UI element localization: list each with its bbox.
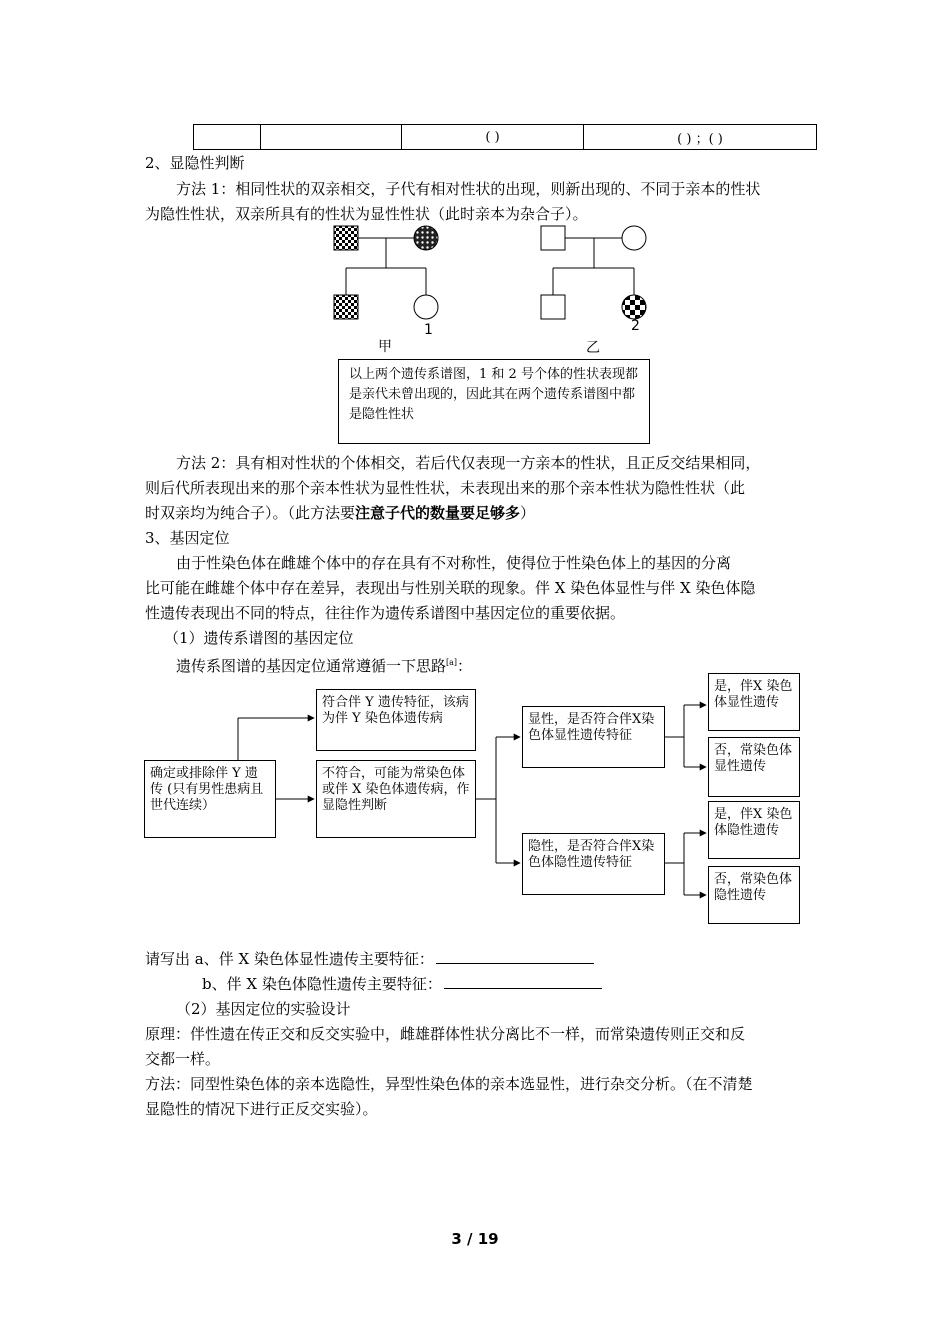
- flow-dominant-box: 显性，是否符合伴X染色体显性遗传特征: [522, 706, 665, 768]
- section-heading: 3、基因定位: [145, 529, 230, 547]
- paragraph-line: 性遗传表现出不同的特点，往往作为遗传系谱图中基因定位的重要依据。: [145, 604, 626, 622]
- normal-female-symbol: [622, 226, 646, 250]
- normal-male-symbol: [541, 226, 565, 250]
- question-a: [145, 949, 594, 969]
- paragraph-line: 交都一样。: [145, 1050, 221, 1068]
- table-cell: ( ): [402, 125, 584, 150]
- paragraph-line: 为隐性性状，双亲所具有的性状为显性性状（此时亲本为杂合子）。: [145, 205, 588, 223]
- text-span: 时双亲均为纯合子）。（此方法要: [145, 504, 356, 522]
- flow-recessive-box: 隐性，是否符合伴X染色体隐性遗传特征: [522, 833, 665, 895]
- pedigree-name-yi: 乙: [586, 340, 600, 356]
- paragraph-line: [176, 653, 472, 676]
- subsection-heading: （2）基因定位的实验设计: [176, 1000, 351, 1018]
- text-span: 请写出 a、伴 X 染色体显性遗传主要特征：: [145, 950, 434, 968]
- paragraph-line: 方法 2：具有相对性状的个体相交，若后代仅表现一方亲本的性状，且正反交结果相同，: [176, 454, 761, 472]
- flow-xd-yes-box: 是，伴X 染色体显性遗传: [708, 673, 800, 731]
- paragraph-line: 方法：同型性染色体的亲本选隐性，异型性染色体的亲本选显性，进行杂交分析。（在不清楚: [145, 1075, 753, 1093]
- pedigree-jia: [334, 226, 438, 319]
- text-span: ）: [520, 504, 536, 522]
- paragraph-line: 比可能在雌雄个体中存在差异，表现出与性别关联的现象。伴 X 染色体显性与伴 X 染色体隐: [145, 579, 756, 597]
- affected-male-symbol: [334, 295, 358, 319]
- paragraph-line: 方法 1：相同性状的双亲相交，子代有相对性状的出现，则新出现的、不同于亲本的性状: [176, 180, 761, 198]
- flow-not-y-box: 不符合，可能为常染色体或伴 X 染色体遗传病，作显隐性判断: [316, 760, 476, 838]
- pedigree-label-1: 1: [424, 322, 433, 338]
- text-span: b、伴 X 染色体隐性遗传主要特征：: [202, 975, 442, 993]
- comment-reference[interactable]: [a]: [446, 658, 458, 667]
- paragraph-line: 原理：伴性遗在传正交和反交实验中，雌雄群体性状分离比不一样，而常染遗传则正交和反: [145, 1025, 746, 1043]
- paragraph-line: [145, 503, 535, 523]
- flow-y-linked-box: 符合伴 Y 遗传特征，该病为伴 Y 染色体遗传病: [316, 689, 476, 751]
- pedigree-label-2: 2: [631, 318, 640, 334]
- table-cell: ( ) ；( ): [584, 125, 817, 150]
- flow-xr-no-box: 否，常染色体隐性遗传: [708, 866, 800, 924]
- subsection-heading: （1）遗传系谱图的基因定位: [164, 629, 354, 647]
- affected-female-symbol: [622, 295, 646, 319]
- question-b: [202, 974, 602, 994]
- normal-female-symbol: [414, 295, 438, 319]
- paragraph-line: 则后代所表现出来的那个亲本性状为显性性状，未表现出来的那个亲本性状为隐性性状（此: [145, 479, 746, 497]
- text-span: ：: [457, 657, 473, 675]
- flow-xd-no-box: 否，常染色体显性遗传: [708, 737, 800, 797]
- affected-male-symbol: [334, 226, 358, 250]
- pedigree-yi: [541, 226, 646, 319]
- flow-start-box: 确定或排除伴 Y 遗传 (只有男性患病且世代连续）: [144, 760, 276, 838]
- page-number: 3 / 19: [451, 1230, 499, 1248]
- affected-female-symbol: [414, 226, 438, 250]
- note-box: 以上两个遗传系谱图，1 和 2 号个体的性状表现都是亲代未曾出现的，因此其在两个遗传系谱图中都是隐性性状: [338, 359, 650, 444]
- answer-blank-a[interactable]: [436, 949, 594, 964]
- emphasis-text: 注意子代的数量要足够多: [355, 504, 521, 522]
- pedigree-name-jia: 甲: [378, 339, 392, 355]
- paragraph-line: 显隐性的情况下进行正反交实验）。: [145, 1100, 378, 1118]
- normal-male-symbol: [541, 295, 565, 319]
- paragraph-line: 由于性染色体在雌雄个体中的存在具有不对称性，使得位于性染色体上的基因的分离: [176, 554, 732, 572]
- flow-xr-yes-box: 是，伴X 染色体隐性遗传: [708, 801, 800, 859]
- section-heading: 2、显隐性判断: [145, 154, 245, 172]
- answer-blank-b[interactable]: [444, 974, 602, 989]
- text-span: 遗传系图谱的基因定位通常遵循一下思路: [176, 657, 447, 675]
